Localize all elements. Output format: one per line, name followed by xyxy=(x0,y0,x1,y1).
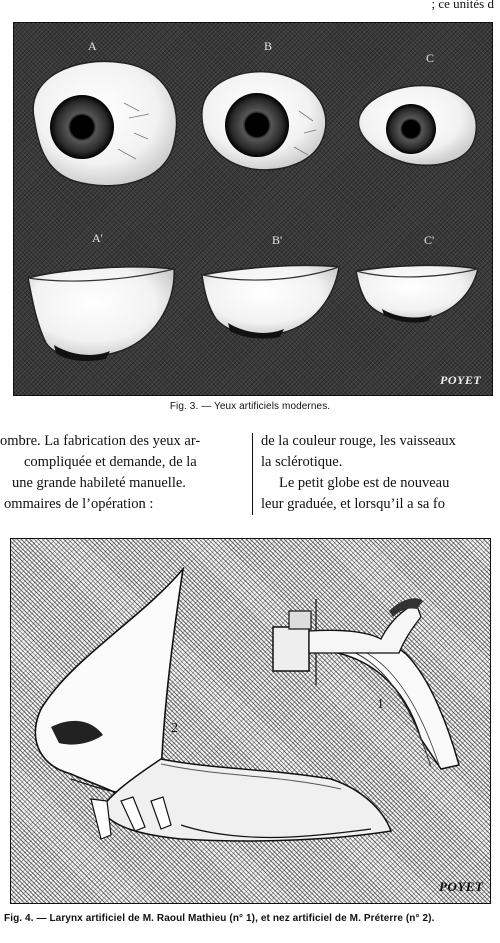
figure-3-caption: Fig. 3. — Yeux artificiels modernes. xyxy=(169,401,331,412)
left-line-4: ommaires de l’opération : xyxy=(4,496,154,512)
label-1: 1 xyxy=(377,697,384,712)
figure-4-caption: Fig. 4. — Larynx artificiel de M. Raoul Mathieu (n° 1), et nez artificiel de M. Préterre (n° 2). xyxy=(4,913,435,924)
figure-3-artificial-eyes xyxy=(13,22,493,396)
artificial-nose xyxy=(35,569,391,841)
figure-4-signature: POYET xyxy=(439,879,484,894)
eye-a xyxy=(33,61,176,185)
label-c: C xyxy=(426,51,435,65)
label-2: 2 xyxy=(171,721,178,736)
left-line-1: ombre. La fabrication des yeux ar- xyxy=(0,433,201,449)
right-column-text xyxy=(261,431,500,515)
right-line-3: Le petit globe est de nouveau xyxy=(279,475,450,491)
left-line-2: compliquée et demande, de la xyxy=(24,454,197,470)
eye-c xyxy=(359,85,477,165)
page-header-fragment: ; ce unités d xyxy=(431,0,494,11)
figure-3-signature: POYET xyxy=(440,373,482,387)
label-c-prime: C' xyxy=(424,233,435,247)
label-a-prime: A' xyxy=(92,231,103,245)
right-line-2: la sclérotique. xyxy=(261,454,343,470)
eye-shell-c-prime xyxy=(356,265,478,322)
artificial-larynx xyxy=(273,598,459,769)
label-b: B xyxy=(264,39,273,53)
eye-b xyxy=(202,72,326,170)
left-column-text xyxy=(2,431,246,515)
left-line-3: une grande habileté manuelle. xyxy=(12,475,186,491)
label-a: A xyxy=(88,39,97,53)
larynx-nose-illustration xyxy=(11,539,490,903)
figure-4-larynx-and-nose xyxy=(10,538,491,904)
right-line-1: de la couleur rouge, les vaisseaux xyxy=(261,433,456,449)
column-divider xyxy=(252,433,253,515)
label-b-prime: B' xyxy=(272,233,283,247)
eye-shell-a-prime xyxy=(28,267,174,361)
artificial-eyes-illustration xyxy=(14,23,492,395)
right-line-4: leur graduée, et lorsqu’il a sa fo xyxy=(261,496,445,512)
eye-shell-b-prime xyxy=(202,265,339,338)
